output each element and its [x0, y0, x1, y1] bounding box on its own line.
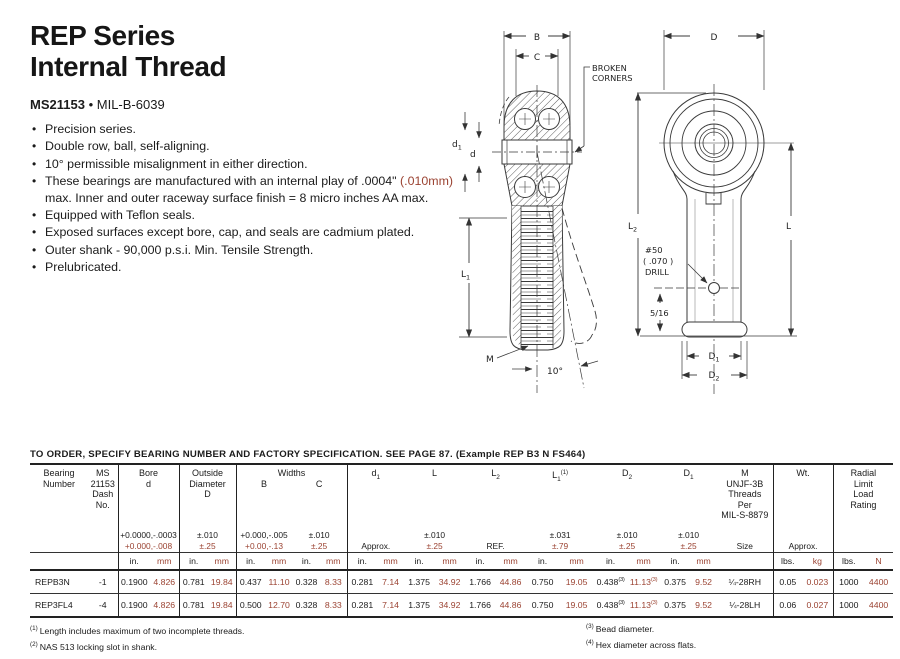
units-row: in. mm in. mm in. mm in. mm in. mm in. mm in. mm in. mm in. mm in. mm lbs. kg lbs. N	[30, 553, 893, 571]
col-header-l1: $L_1^{(1)}$ ±.031 ±.79	[549, 470, 571, 551]
table-row	[30, 570, 893, 594]
cell: 0.328	[293, 570, 320, 594]
col-header-l: L ±.010 ±.25	[424, 468, 446, 551]
col-header-dd1: $D_1$ ±.010 ±.25	[678, 468, 700, 551]
footnote: $^{(1)}$ Length includes maximum of two incomplete threads.	[30, 625, 245, 636]
cell: 4400	[864, 570, 893, 594]
feature-item: • Equipped with Teflon seals.	[30, 207, 462, 223]
cell: 19.84	[208, 570, 236, 594]
page-title: REP Series Internal Thread	[30, 20, 227, 82]
cell: 12.70	[268, 600, 290, 610]
cell: 0.750	[526, 570, 559, 594]
spec-table	[30, 463, 893, 618]
drill-hole	[709, 283, 720, 294]
col-header-ms-dash: MS 21153 Dash No.	[90, 468, 115, 510]
col-header-radial-load: Radial Limit Load Rating	[833, 464, 893, 553]
dim-label-l2: $L_2$	[628, 222, 638, 234]
cell: 0.1900	[118, 570, 150, 594]
cell: 7.14	[377, 570, 404, 594]
feature-item: • Outer shank - 90,000 p.s.i. Min. Tensile Strength.	[30, 242, 462, 258]
cell: 1.375	[404, 570, 434, 594]
cell: 0.438$^{(3)}$	[594, 570, 627, 594]
cell: 8.33	[324, 600, 342, 610]
spec-standard: MIL-B-6039	[96, 97, 165, 112]
cell: 19.84	[210, 600, 233, 610]
footnotes-left	[30, 622, 244, 654]
col-header-bearing: Bearing Number	[42, 468, 75, 489]
drill-label: DRILL	[645, 267, 669, 277]
cell: 0.281	[347, 570, 377, 594]
cell: 9.52	[690, 570, 717, 594]
footnote: $^{(3)}$ Bead diameter.	[586, 623, 655, 634]
cell: ¼-28RH	[717, 570, 773, 594]
cell: 4400	[868, 600, 889, 610]
cell: 0.375	[660, 570, 690, 594]
cell: 44.86	[495, 570, 526, 594]
col-header-widths: Widths B C +0.000,-.005 +0.00,-.13 ±.010 ±.25	[236, 464, 347, 553]
footnotes-right	[586, 620, 696, 652]
cell: 1.766	[465, 570, 495, 594]
bead	[682, 322, 747, 337]
cell: 0.06	[773, 594, 802, 618]
cell: 7.14	[382, 600, 400, 610]
dim-label-dd2: $D_2$	[708, 371, 720, 383]
dim-label-dd1: $D_1$	[708, 352, 720, 364]
col-header-weight: Wt. Approx.	[773, 464, 833, 553]
broken-corners-label: CORNERS	[592, 73, 633, 83]
col-header-thread: M UNJF-3B Threads Per MIL-S-8879 Size	[721, 468, 769, 551]
dim-label-l1: $L_1$	[461, 270, 471, 282]
cell: 11.10	[265, 570, 293, 594]
feature-item: • Prelubricated.	[30, 259, 462, 275]
cell: 1.766	[469, 600, 491, 610]
dim-label-516: 5/16	[650, 308, 669, 318]
cell: 0.750	[531, 600, 554, 610]
feature-item: • Exposed surfaces except bore, cap, and seals are cadmium plated.	[30, 224, 462, 240]
col-header-d1: $d_1$ Approx.	[347, 464, 404, 553]
cell: 11.13$^{(3)}$	[629, 600, 658, 610]
cell: 34.92	[438, 600, 461, 610]
spec-number: MS21153	[30, 97, 85, 112]
cell: 19.05	[565, 600, 588, 610]
cell: 1000	[833, 594, 864, 618]
feature-item: • Precision series.	[30, 121, 462, 137]
footnote: $^{(4)}$ Hex diameter across flats.	[586, 638, 697, 650]
shank-right-edge	[741, 171, 755, 322]
footnote: $^{(2)}$ NAS 513 locking slot in shank.	[30, 640, 158, 652]
cell: 0.781	[179, 594, 208, 618]
cell: 1.375	[408, 600, 430, 610]
dim-label-d-head: D	[710, 33, 718, 43]
cell: 11.13$^{(3)}$	[627, 570, 660, 594]
cell: 0.438$^{(3)}$	[596, 600, 625, 610]
angle-label: 10°	[547, 367, 563, 377]
cell: 0.328	[295, 600, 318, 610]
cell: 0.023	[802, 570, 833, 594]
dim-label-c: C	[533, 53, 541, 63]
col-header-d2: $D_2$ ±.010 ±.25	[616, 468, 638, 551]
cell: 9.52	[695, 600, 713, 610]
locking-slot	[706, 193, 721, 204]
metric-value-red: (.010mm)	[400, 174, 454, 189]
cell: REP3FL4	[35, 600, 73, 610]
cell: 44.86	[499, 600, 522, 610]
feature-item: • 10° permissible misalignment in either direction.	[30, 156, 462, 172]
cell: 4.826	[150, 570, 179, 594]
dim-label-m: M	[486, 355, 494, 365]
cell: 0.1900	[118, 594, 150, 618]
dim-label-d-small: d	[470, 150, 476, 160]
cell: ¼-28LH	[729, 600, 761, 610]
cell: 0.375	[664, 600, 686, 610]
cell: 34.92	[434, 570, 465, 594]
cell: 0.500	[236, 594, 265, 618]
dim-label-b: B	[533, 33, 541, 43]
feature-item: • Double row, ball, self-aligning.	[30, 138, 462, 154]
cell: 0.437	[236, 570, 265, 594]
cell: 1000	[833, 570, 864, 594]
spec-separator: •	[88, 97, 94, 112]
col-header-l2: $L_2$ REF.	[486, 468, 505, 551]
table-body	[30, 570, 893, 617]
cell: 0.781	[179, 570, 208, 594]
cell: 19.05	[559, 570, 594, 594]
order-note: TO ORDER, SPECIFY BEARING NUMBER AND FACTORY SPECIFICATION. SEE PAGE 87. (Example REP B3 N FS464)	[30, 449, 586, 460]
dim-label-d1-small: $d_1$	[452, 140, 462, 152]
cell: -1	[88, 570, 118, 594]
cell: 4.826	[153, 600, 176, 610]
drill-label: #50	[645, 245, 663, 255]
cell: 8.33	[320, 570, 347, 594]
dim-label-l: L	[786, 222, 792, 232]
drill-label: ( .070 )	[643, 256, 674, 266]
cell: REPB3N	[30, 570, 88, 594]
section-view-drawing	[452, 31, 633, 393]
front-view-drawing	[628, 30, 797, 394]
col-header-bore: Bore d +0.0000,-.0003 +0.000,-.008	[118, 464, 179, 553]
cell: 0.281	[347, 594, 377, 618]
feature-item: • These bearings are manufactured with an internal play of .0004" (.010mm) max. Inner and outer raceway surface finish = 8 micro inches AA max.	[30, 173, 462, 206]
cell: 0.05	[773, 570, 802, 594]
shank-left-edge	[673, 171, 687, 322]
cell: 0.027	[806, 600, 829, 610]
broken-corners-label: BROKEN	[592, 63, 627, 73]
col-header-od: Outside Diameter D ±.010 ±.25	[179, 464, 236, 553]
cell: -4	[98, 600, 107, 610]
misaligned-outline	[562, 208, 596, 335]
table-row	[30, 594, 893, 618]
